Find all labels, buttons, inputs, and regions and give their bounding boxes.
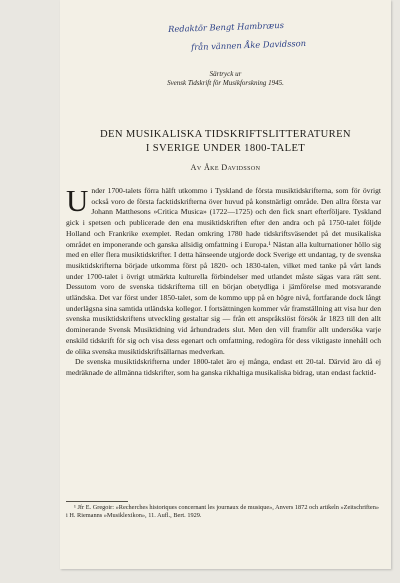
body-paragraph-1-text: nder 1700-talets förra hälft utkommo i Tyskland de första musiktidskrifterna, som för övrigt också voro de första facktidskrifterna över huvud på konstnärligt område. Den allra första var Johann Matthesons »Critica Musica» (1722—1725) och den fick snart efterföljare. Tyskland gick i spetsen och publicerade den ena musiktidskriften efter den andra och på 1750-talet följde Holland och Frankrike exemplet. Redan omkring 1780 hade tidskriftsväsendet på det musikaliska området en imponerande och ganska allsidig omfattning i Europa.¹ Nästan alla kulturnationer höllo sig med en eller flera musiktidskrifter. I detta hänseende utgjorde dock Sverige ett undantag, ty de svenska musiktidskrifterna började utkomma först på 1820- och 1830-talen, vilket med tanke på vårt lands under 1700-talet i övrigt utmärkta kulturella förbindelser med utlandet måste sägas vara rätt sent. Dessutom voro de svenska tidskrifterna till en början obetydliga i jämförelse med motsvarande utländska. Det var först under 1850-talet, som de kommo upp på en högre nivå, fortfarande dock långt underlägsna sina samtida utländska kollegor. I fortsättningen kommer vår framställning att visa hur den svenska musiktidskriftens utveckling gestaltar sig — från ett anspråkslöst försök år 1823 till den allt dominerande Svensk Musiktidning vid århundradets slut. Men den vill framför allt undersöka varje enskild tidskrift för sig och visa dess egenart och omfattning, redogöra för dess viktigaste innehåll och de olika svenska musiktidskriftsällarnas medverkan. [66, 186, 381, 356]
body-paragraph-1 [66, 183, 381, 357]
footnote-divider [66, 501, 128, 502]
footnote-text: ¹ Jfr E. Gregoir: »Recherches historiques concernant les journaux de musique», Anvers 1872 och artikeln »Zeitschriften» i H. Riemanns »Musiklexikon», 11. Aufl., Bert. 1929. [66, 504, 379, 520]
footnote [66, 504, 379, 521]
article-body [66, 183, 381, 379]
drop-cap: U [66, 183, 89, 218]
handwritten-inscription-line-1: Redaktör Bengt Hambræus [168, 19, 285, 34]
offprint-label: Särtryck ur [209, 70, 242, 78]
body-paragraph-2: De svenska musiktidskrifterna under 1800-talet äro ej många, endast ett 20-tal. Därvid äro då ej medräknade de allmänna tidskrifter, som ha ganska rikhaltiga musikaliska bidrag, utan endast facktid- [66, 357, 381, 377]
article-title-line-2: I SVERIGE UNDER 1800-TALET [145, 143, 306, 154]
article-title-line-1: DEN MUSIKALISKA TIDSKRIFTSLITTERATUREN [100, 129, 351, 140]
document-page [60, 0, 391, 569]
offprint-source: Svensk Tidskrift för Musikforskning 1945. [167, 79, 284, 87]
author-byline: Av Åke Davidsson [190, 163, 261, 172]
handwritten-inscription-line-2: från vännen Åke Davidsson [191, 37, 307, 52]
